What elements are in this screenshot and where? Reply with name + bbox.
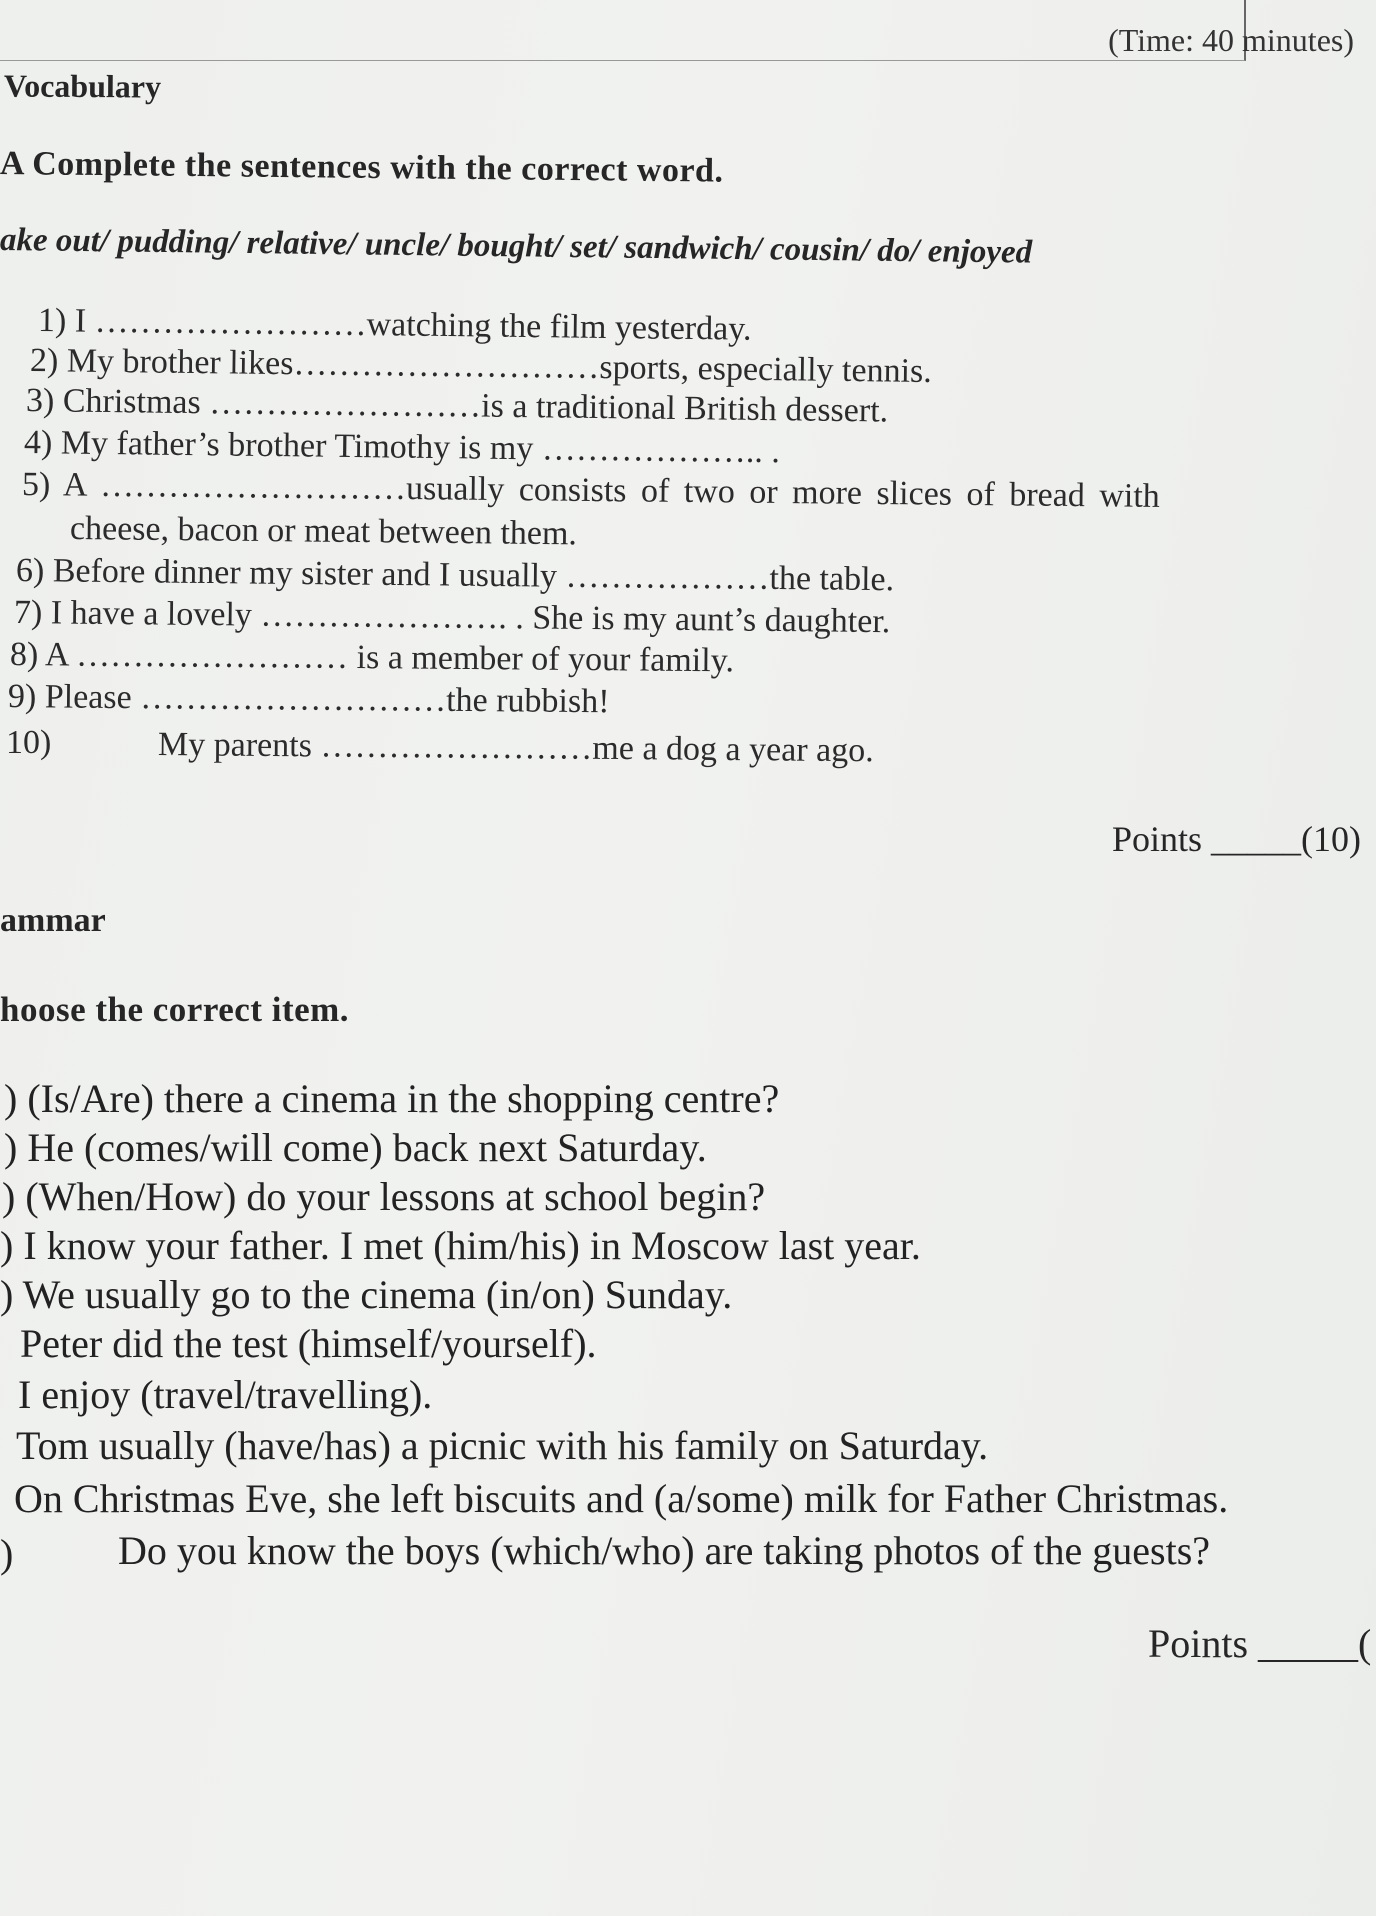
grammar-item-8: Tom usually (have/has) a picnic with his family on Saturday. xyxy=(16,1423,989,1468)
vocab-item-5-continued: cheese, bacon or meat between them. xyxy=(69,510,578,553)
vocab-item-4: 4) My father’s brother Timothy is my ……………….. . xyxy=(23,424,781,471)
vocab-item-1: 1) I ……………………watching the film yesterday. xyxy=(37,302,752,348)
vocab-item-3: 3) Christmas ……………………is a traditional British dessert. xyxy=(25,382,889,430)
vocab-item-7: 7) I have a lovely …………………. . She is my aunt’s daughter. xyxy=(13,594,891,641)
vocab-item-6: 6) Before dinner my sister and I usually ………………the table. xyxy=(15,552,895,599)
grammar-item-10: Do you know the boys (which/who) are taking photos of the guests? xyxy=(118,1528,1211,1573)
vocab-item-9: 9) Please ………………………the rubbish! xyxy=(7,678,610,721)
grammar-item-7: I enjoy (travel/travelling). xyxy=(18,1372,433,1417)
grammar-item-2: ) He (comes/will come) back next Saturday. xyxy=(4,1125,707,1170)
vocabulary-heading: Vocabulary xyxy=(3,67,162,105)
grammar-heading: ammar xyxy=(0,902,106,939)
grammar-item-9: On Christmas Eve, she left biscuits and (a/some) milk for Father Christmas. xyxy=(14,1476,1229,1521)
vocab-item-10-number: 10) xyxy=(6,724,52,761)
vocabulary-points: Points _____(10) xyxy=(1112,819,1362,859)
vocab-item-5: 5) A ………………………usually consists of two or more slices of bread with xyxy=(21,466,1160,515)
grammar-item-10-number: ) xyxy=(0,1531,14,1576)
time-limit: (Time: 40 minutes) xyxy=(1108,22,1354,58)
vocab-item-10: My parents ……………………me a dog a year ago. xyxy=(157,726,874,770)
grammar-item-1: ) (Is/Are) there a cinema in the shopping centre? xyxy=(4,1076,780,1121)
grammar-item-5: ) We usually go to the cinema (in/on) Sunday. xyxy=(0,1272,733,1317)
vocab-item-2: 2) My brother likes………………………sports, especially tennis. xyxy=(29,342,933,391)
vocab-item-8: 8) A …………………… is a member of your family. xyxy=(9,636,735,680)
grammar-points: Points _____( xyxy=(1148,1621,1372,1666)
grammar-item-6: Peter did the test (himself/yourself). xyxy=(20,1321,597,1366)
grammar-item-4: ) I know your father. I met (him/his) in Moscow last year. xyxy=(0,1223,921,1268)
word-bank: ake out/ pudding/ relative/ uncle/ bought/ set/ sandwich/ cousin/ do/ enjoyed xyxy=(0,222,1033,271)
vocabulary-task: A Complete the sentences with the correct word. xyxy=(0,145,724,190)
time-box xyxy=(0,0,1246,61)
grammar-item-3: ) (When/How) do your lessons at school begin? xyxy=(2,1174,766,1219)
grammar-task: hoose the correct item. xyxy=(0,990,350,1029)
